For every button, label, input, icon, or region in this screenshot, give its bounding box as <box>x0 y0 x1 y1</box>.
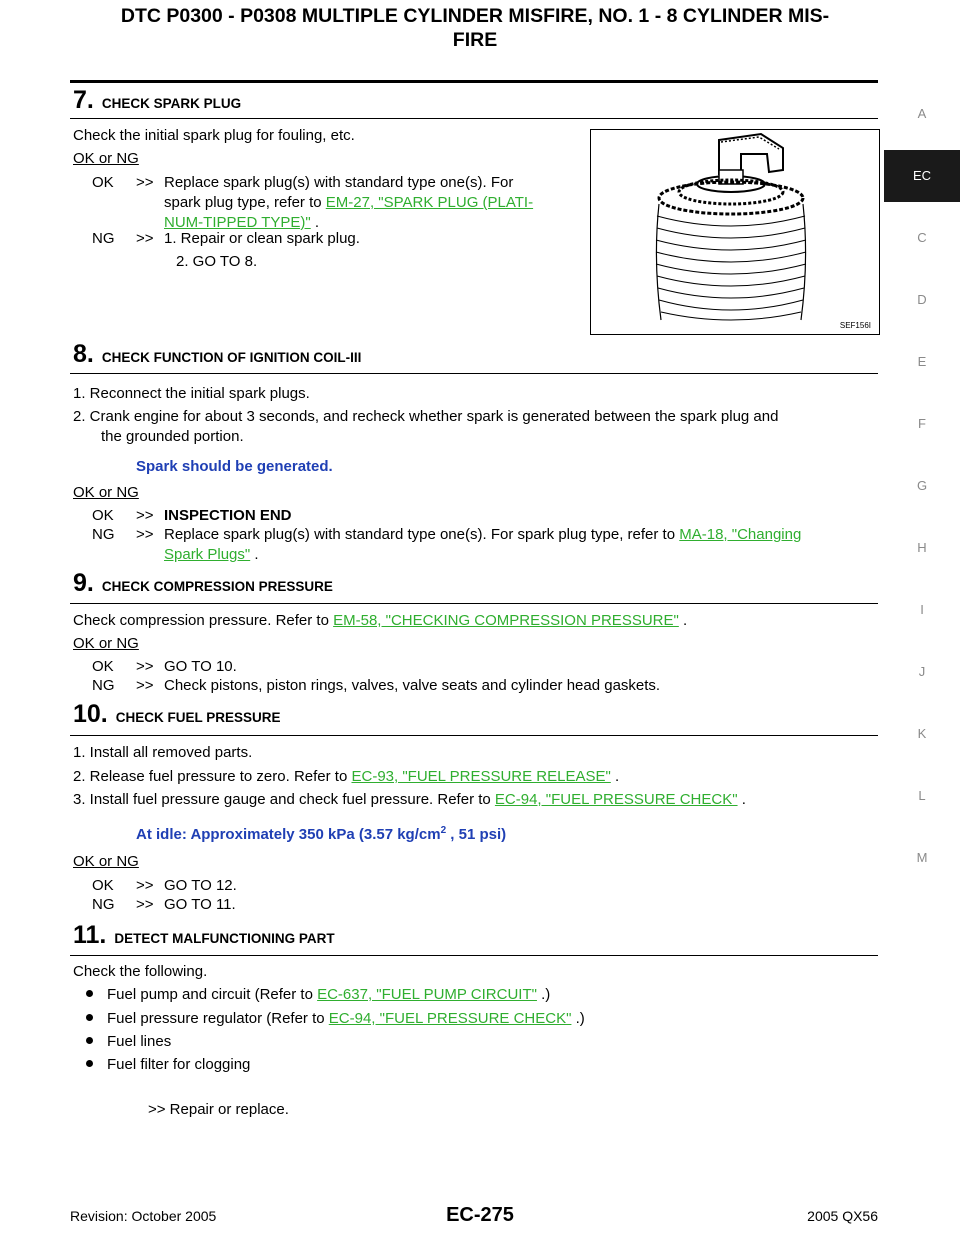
step10-item2-line <box>73 767 878 787</box>
step7-ok-text-2: spark plug type, refer to <box>164 194 322 211</box>
footer-model: 2005 QX56 <box>807 1208 878 1224</box>
tab-d[interactable]: D <box>917 292 927 307</box>
step8-rule <box>70 373 878 374</box>
step8-ng-tail: . <box>250 546 259 563</box>
step11-b2-tail: .) <box>571 1010 585 1027</box>
step10-ng-row <box>92 895 236 915</box>
ok-key: OK <box>92 507 114 524</box>
ng-key: NG <box>92 230 115 247</box>
spark-plug-figure <box>590 129 880 335</box>
title-rule <box>70 80 878 83</box>
tab-i[interactable]: I <box>920 602 924 617</box>
step10-spec-b: , 51 psi) <box>446 826 507 843</box>
step7-number: 7. <box>73 86 94 114</box>
arrow: >> <box>136 658 154 675</box>
tab-g[interactable]: G <box>916 478 928 493</box>
step10-spec <box>136 825 506 843</box>
spark-plug-link-cont[interactable]: NUM-TIPPED TYPE)" <box>164 214 311 231</box>
step9-ok-text: GO TO 10. <box>164 658 237 675</box>
tab-a[interactable]: A <box>917 106 927 121</box>
step9-ok-ng-label: OK or NG <box>73 635 139 652</box>
page-title-line2: FIRE <box>452 29 498 51</box>
arrow: >> <box>136 174 154 191</box>
section-tab-bar <box>884 0 960 1242</box>
tab-h[interactable]: H <box>917 540 927 555</box>
step7-ok-row <box>92 173 513 193</box>
step9-number: 9. <box>73 569 94 597</box>
step10-spec-sup: 2 <box>440 825 447 836</box>
step7-ng-row <box>92 229 360 249</box>
changing-spark-plugs-link-cont[interactable]: Spark Plugs" <box>164 546 251 563</box>
fuel-pressure-release-link[interactable]: EC-93, "FUEL PRESSURE RELEASE" <box>351 768 611 785</box>
step11-rule <box>70 955 878 956</box>
arrow: >> <box>136 677 154 694</box>
step9-title: CHECK COMPRESSION PRESSURE <box>101 579 333 594</box>
step7-text: Check the initial spark plug for fouling, etc. <box>73 127 355 144</box>
step10-heading <box>73 700 281 729</box>
arrow: >> <box>136 526 154 543</box>
step7-heading <box>73 86 241 115</box>
step10-item3-line <box>73 790 878 810</box>
arrow: >> <box>136 230 154 247</box>
fuel-pressure-check-link[interactable]: EC-94, "FUEL PRESSURE CHECK" <box>494 791 738 808</box>
step10-ok-row <box>92 876 237 896</box>
step7-ng-text-1: 1. Repair or clean spark plug. <box>164 230 360 247</box>
compression-pressure-link[interactable]: EM-58, "CHECKING COMPRESSION PRESSURE" <box>333 612 679 629</box>
step8-number: 8. <box>73 340 94 368</box>
tab-f[interactable]: F <box>918 416 926 431</box>
step7-rule <box>70 118 878 119</box>
step11-bullet-2 <box>86 1009 585 1029</box>
step7-ng-text-2: 2. GO TO 8. <box>176 253 258 270</box>
ng-key: NG <box>92 896 115 913</box>
arrow: >> <box>136 877 154 894</box>
ok-key: OK <box>92 174 114 191</box>
step11-bullet-4 <box>86 1055 250 1075</box>
step10-spec-a: At idle: Approximately 350 kPa (3.57 kg/cm <box>136 826 441 843</box>
step11-b1: Fuel pump and circuit (Refer to <box>107 986 318 1003</box>
step8-item1: 1. Reconnect the initial spark plugs. <box>73 385 310 402</box>
step9-ng-row <box>92 676 660 696</box>
step11-b3: Fuel lines <box>107 1033 172 1050</box>
step11-final: >> Repair or replace. <box>148 1101 289 1118</box>
step9-text: Check compression pressure. Refer to <box>73 612 334 629</box>
spark-plug-illustration <box>591 130 879 334</box>
step8-spec: Spark should be generated. <box>136 458 333 475</box>
step10-ng-text: GO TO 11. <box>164 896 236 913</box>
step11-b4: Fuel filter for clogging <box>107 1056 251 1073</box>
step10-title: CHECK FUEL PRESSURE <box>115 710 281 725</box>
bullet-icon <box>86 1060 93 1067</box>
ok-key: OK <box>92 877 114 894</box>
step8-heading <box>73 340 361 369</box>
step8-ok-row <box>92 506 292 526</box>
bullet-icon <box>86 1037 93 1044</box>
step9-heading <box>73 569 333 598</box>
arrow: >> <box>136 507 154 524</box>
step10-item1: 1. Install all removed parts. <box>73 744 253 761</box>
tab-k[interactable]: K <box>917 726 927 741</box>
step10-item3-tail: . <box>737 791 746 808</box>
step8-ok-ng-label: OK or NG <box>73 484 139 501</box>
step9-rule <box>70 603 878 604</box>
fuel-pressure-check-link-2[interactable]: EC-94, "FUEL PRESSURE CHECK" <box>328 1010 572 1027</box>
step10-ok-text: GO TO 12. <box>164 877 237 894</box>
ng-key: NG <box>92 677 115 694</box>
step7-title: CHECK SPARK PLUG <box>101 96 242 111</box>
step7-ok-tail: . <box>310 214 320 231</box>
step8-ng-cont <box>164 545 259 565</box>
step8-ng-row <box>92 525 801 545</box>
step10-ok-ng-label: OK or NG <box>73 853 139 870</box>
step11-title: DETECT MALFUNCTIONING PART <box>114 931 335 946</box>
spark-plug-link[interactable]: EM-27, "SPARK PLUG (PLATI- <box>325 194 534 211</box>
step8-item2: 2. Crank engine for about 3 seconds, and recheck whether spark is generated between the spark plug and <box>73 408 779 425</box>
bullet-icon <box>86 990 93 997</box>
ng-key: NG <box>92 526 115 543</box>
step11-text: Check the following. <box>73 963 208 980</box>
step11-number: 11. <box>73 921 107 949</box>
tab-e[interactable]: E <box>917 354 927 369</box>
step9-text-line <box>73 611 878 631</box>
step11-b1-tail: .) <box>536 986 551 1003</box>
tab-ec[interactable]: EC <box>884 150 960 202</box>
step11-bullet-3 <box>86 1032 171 1052</box>
figure-code: SEF156I <box>839 321 871 330</box>
footer-page-number: EC-275 <box>446 1204 514 1226</box>
tab-c[interactable]: C <box>917 230 927 245</box>
step10-rule <box>70 735 878 736</box>
step10-item2: 2. Release fuel pressure to zero. Refer to <box>73 768 352 785</box>
page-title <box>70 4 880 52</box>
tab-j[interactable]: J <box>918 664 926 679</box>
step9-ng-text: Check pistons, piston rings, valves, valve seats and cylinder head gaskets. <box>164 677 661 694</box>
tab-l[interactable]: L <box>918 788 926 803</box>
bullet-icon <box>86 1014 93 1021</box>
step9-ok-row <box>92 657 237 677</box>
step7-ok-text-1: Replace spark plug(s) with standard type one(s). For <box>164 174 514 191</box>
step8-title: CHECK FUNCTION OF IGNITION COIL-III <box>101 350 362 365</box>
step11-heading <box>73 921 335 950</box>
tab-m[interactable]: M <box>916 850 928 865</box>
step10-number: 10. <box>73 700 108 728</box>
step9-tail: . <box>678 612 688 629</box>
step7-ok-cont <box>164 193 533 213</box>
page-title-line1: DTC P0300 - P0308 MULTIPLE CYLINDER MISFIRE, NO. 1 - 8 CYLINDER MIS- <box>120 5 830 27</box>
changing-spark-plugs-link[interactable]: MA-18, "Changing <box>679 526 802 543</box>
step10-item3: 3. Install fuel pressure gauge and check fuel pressure. Refer to <box>73 791 495 808</box>
step11-b2: Fuel pressure regulator (Refer to <box>107 1010 329 1027</box>
step10-item2-tail: . <box>610 768 620 785</box>
step8-ok-text: INSPECTION END <box>164 507 292 524</box>
arrow: >> <box>136 896 154 913</box>
fuel-pump-circuit-link[interactable]: EC-637, "FUEL PUMP CIRCUIT" <box>317 986 537 1003</box>
step8-ng-text: Replace spark plug(s) with standard type one(s). For spark plug type, refer to <box>164 526 680 543</box>
ok-key: OK <box>92 658 114 675</box>
footer-revision: Revision: October 2005 <box>70 1208 217 1224</box>
step11-bullet-1 <box>86 985 550 1005</box>
step7-ok-ng-label: OK or NG <box>73 150 139 167</box>
step8-item2-cont: the grounded portion. <box>101 428 244 445</box>
